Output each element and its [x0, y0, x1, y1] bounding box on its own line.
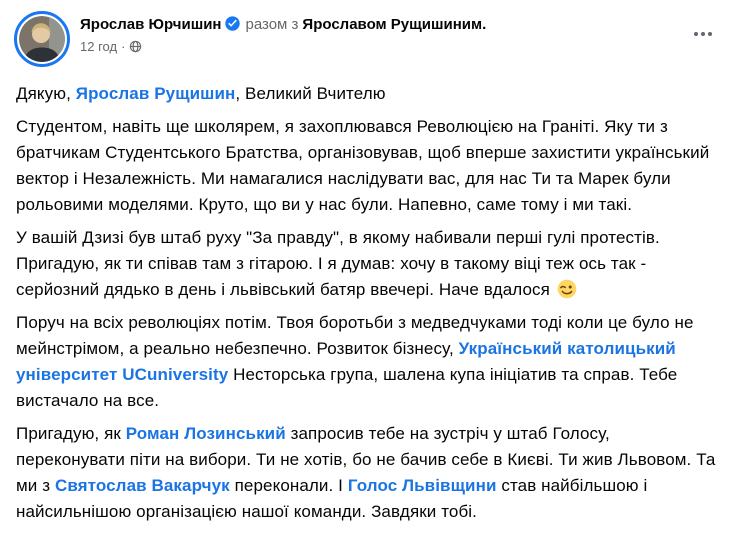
post-text: Студентом, навіть ще школярем, я захоплювався Революцією на Граніті. Яку ти з братчикам Студентського Братства, організовував, щоб вперше захистити український вектор і Незалежність. Ми намагалися наслідувати вас, для нас Ти та Марек були рольовими моделями. Круто, що ви у нас були. Напевно, саме тому і ми такі.	[16, 117, 710, 214]
tagged-profile-link[interactable]: Ярославом Рущишиним	[302, 16, 483, 33]
separator-dot: ·	[121, 39, 126, 54]
more-options-button[interactable]	[690, 24, 716, 44]
post-paragraph	[16, 225, 718, 303]
post-text: запросив тебе на зустріч у штаб Голосу, переконувати піти на вибори. Ти не хотів, бо не бачив себе в Києві. Ти жив Львовом. Та ми з	[16, 424, 716, 495]
post-paragraph	[16, 114, 718, 218]
name-line	[80, 15, 718, 35]
post-link[interactable]: Ярослав Рущишин	[75, 84, 236, 103]
post-text: Несторська група, шалена купа ініціатив та справ. Тебе вистачало на все.	[16, 365, 678, 410]
three-dots-icon	[694, 32, 698, 36]
post-text: Пригадую, як	[16, 424, 126, 443]
post-link[interactable]: Роман Лозинський	[125, 424, 286, 443]
header-meta	[80, 11, 718, 54]
post-link[interactable]: Святослав Вакарчук	[54, 476, 230, 495]
period-text: .	[482, 16, 487, 33]
post-text: став найбільшою і найсильнішою організацією нашої команди. Завдяки тобі.	[16, 476, 648, 521]
post-text: переконали. І	[229, 476, 348, 495]
post-paragraph	[16, 81, 718, 107]
with-text: разом з	[245, 16, 299, 33]
timestamp-link[interactable]: 12 год	[80, 39, 118, 54]
post-paragraph	[16, 310, 718, 414]
post-body	[0, 67, 734, 525]
verified-badge-icon	[225, 16, 240, 31]
privacy-globe-icon	[129, 40, 142, 53]
post-text: У вашій Дзизі був штаб руху "За правду", в якому набивали перші гулі протестів. Пригадую, як ти співав там з гітарою. І я думав: хочу в такому віці теж ось так - серйозний дядько в день і львівський батяр ввечері. Наче вдалося	[16, 228, 660, 299]
post-text: Дякую,	[16, 84, 76, 103]
post-text: , Великий Вчителю	[235, 84, 386, 103]
meta-line	[80, 39, 718, 54]
post-link[interactable]: Український католицький університет UCuniversity	[16, 339, 676, 384]
post-header	[0, 0, 734, 67]
wink-emoji-icon	[557, 279, 577, 299]
author-name-link[interactable]: Ярослав Юрчишин	[80, 16, 222, 33]
avatar-photo	[19, 16, 65, 62]
post-paragraph	[16, 421, 718, 525]
avatar[interactable]	[14, 11, 70, 67]
post-text: Поруч на всіх революціях потім. Твоя боротьби з медведчуками тоді коли це було не мейнстрімом, а реально небезпечно. Розвиток бізнесу,	[16, 313, 694, 358]
post-link[interactable]: Голос Львівщини	[347, 476, 497, 495]
